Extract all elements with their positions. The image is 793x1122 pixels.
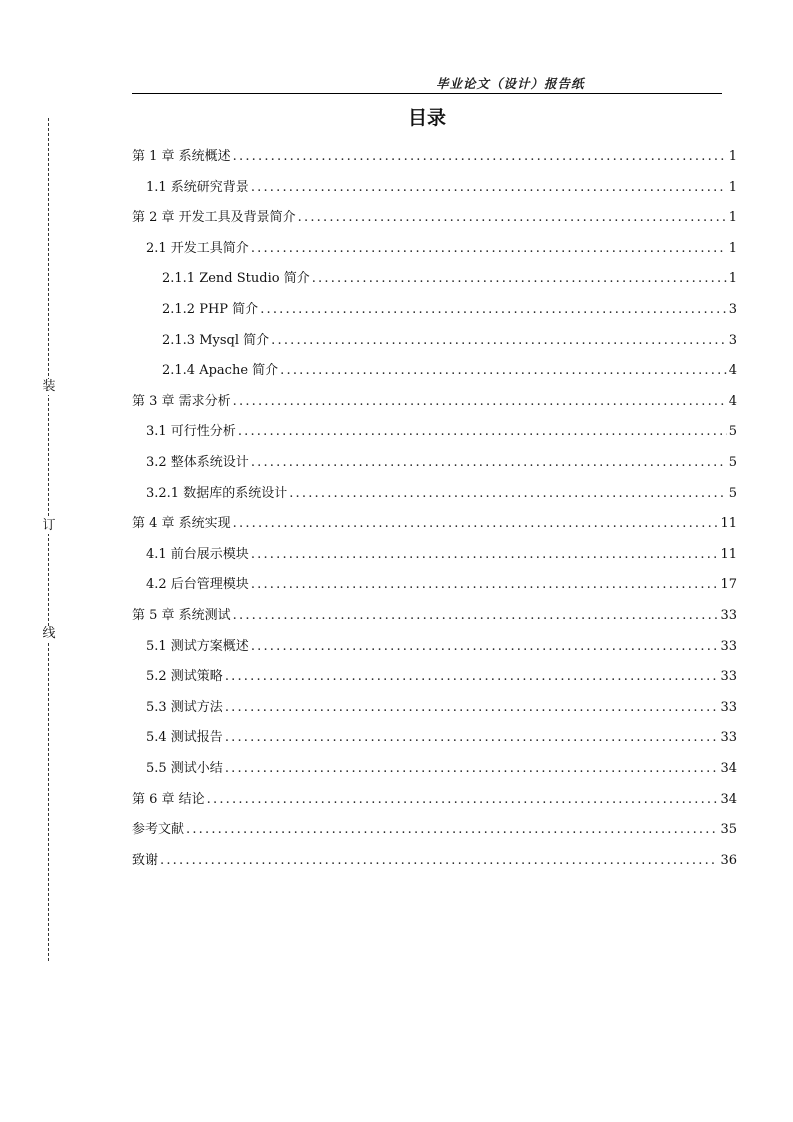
toc-entry[interactable] bbox=[132, 851, 737, 871]
toc-entry-label: 3.2 整体系统设计 bbox=[146, 455, 249, 470]
toc-entry-page: 1 bbox=[728, 241, 737, 256]
toc-entry[interactable] bbox=[132, 514, 737, 534]
toc-dot-leader bbox=[225, 728, 719, 748]
toc-entry[interactable] bbox=[162, 300, 737, 320]
toc-entry-label: 5.3 测试方法 bbox=[146, 700, 223, 715]
toc-entry-page: 11 bbox=[720, 547, 737, 562]
toc-entry-page: 1 bbox=[728, 210, 737, 225]
toc-entry[interactable] bbox=[146, 453, 737, 473]
toc-entry[interactable] bbox=[132, 208, 737, 228]
toc-dot-leader bbox=[225, 698, 719, 718]
toc-entry-label: 第 1 章 系统概述 bbox=[132, 149, 231, 164]
toc-entry-page: 17 bbox=[720, 577, 737, 592]
toc-entry-page: 4 bbox=[728, 394, 737, 409]
toc-entry-label: 第 4 章 系统实现 bbox=[132, 516, 231, 531]
toc-dot-leader bbox=[251, 545, 719, 565]
toc-entry-page: 3 bbox=[728, 302, 737, 317]
toc-entry-label: 2.1.3 Mysql 简介 bbox=[162, 333, 270, 348]
toc-dot-leader bbox=[251, 178, 727, 198]
toc-entry[interactable] bbox=[162, 361, 737, 381]
toc-entry-label: 第 2 章 开发工具及背景简介 bbox=[132, 210, 296, 225]
toc-entry-label: 5.5 测试小结 bbox=[146, 761, 223, 776]
toc-entry-label: 第 5 章 系统测试 bbox=[132, 608, 231, 623]
toc-entry-label: 2.1 开发工具简介 bbox=[146, 241, 249, 256]
toc-entry-page: 34 bbox=[720, 792, 737, 807]
toc-entry-page: 5 bbox=[728, 486, 737, 501]
toc-entry-page: 33 bbox=[720, 608, 737, 623]
binding-char-zhuang: 装 bbox=[42, 379, 56, 394]
binding-char-xian: 线 bbox=[42, 626, 56, 641]
toc-entry-page: 4 bbox=[728, 363, 737, 378]
toc-entry[interactable] bbox=[132, 606, 737, 626]
toc-entry[interactable] bbox=[132, 392, 737, 412]
toc-dot-leader bbox=[251, 575, 719, 595]
toc-dot-leader bbox=[207, 790, 719, 810]
toc-entry[interactable] bbox=[146, 667, 737, 687]
toc-dot-leader bbox=[233, 147, 727, 167]
toc-entry-label: 2.1.1 Zend Studio 简介 bbox=[162, 271, 310, 286]
toc-entry-page: 36 bbox=[720, 853, 737, 868]
binding-char-ding: 订 bbox=[42, 518, 56, 533]
toc-entry-label: 2.1.2 PHP 简介 bbox=[162, 302, 259, 317]
toc-entry[interactable] bbox=[146, 759, 737, 779]
toc-dot-leader bbox=[233, 514, 719, 534]
toc-entry-label: 第 3 章 需求分析 bbox=[132, 394, 231, 409]
toc-dot-leader bbox=[289, 484, 727, 504]
toc-entry[interactable] bbox=[146, 422, 737, 442]
toc-entry-page: 11 bbox=[720, 516, 737, 531]
toc-entry-label: 3.2.1 数据库的系统设计 bbox=[146, 486, 288, 501]
toc-dot-leader bbox=[280, 361, 727, 381]
toc-entry[interactable] bbox=[146, 728, 737, 748]
toc-entry[interactable] bbox=[146, 637, 737, 657]
toc-entry-page: 5 bbox=[728, 424, 737, 439]
toc-entry-page: 33 bbox=[720, 639, 737, 654]
toc-dot-leader bbox=[251, 239, 727, 259]
toc-entry-label: 2.1.4 Apache 简介 bbox=[162, 363, 279, 378]
toc-dot-leader bbox=[271, 331, 727, 351]
toc-entry[interactable] bbox=[146, 239, 737, 259]
toc-entry-label: 第 6 章 结论 bbox=[132, 792, 205, 807]
toc-dot-leader bbox=[298, 208, 727, 228]
toc-entry-page: 1 bbox=[728, 180, 737, 195]
toc-entry-page: 3 bbox=[728, 333, 737, 348]
toc-entry[interactable] bbox=[146, 178, 737, 198]
toc-entry-label: 4.1 前台展示模块 bbox=[146, 547, 249, 562]
toc-entry-page: 34 bbox=[720, 761, 737, 776]
toc-entry-label: 3.1 可行性分析 bbox=[146, 424, 236, 439]
toc-entry-label: 参考文献 bbox=[132, 822, 185, 837]
toc-entry[interactable] bbox=[132, 820, 737, 840]
toc-entry[interactable] bbox=[146, 484, 737, 504]
toc-entry[interactable] bbox=[132, 790, 737, 810]
toc-entry-page: 33 bbox=[720, 669, 737, 684]
toc-dot-leader bbox=[251, 637, 719, 657]
toc-entry-page: 35 bbox=[720, 822, 737, 837]
toc-entry-label: 5.1 测试方案概述 bbox=[146, 639, 249, 654]
toc-entry-label: 5.2 测试策略 bbox=[146, 669, 223, 684]
toc-dot-leader bbox=[251, 453, 727, 473]
header-title: 毕业论文（设计）报告纸 bbox=[436, 76, 585, 91]
toc-entry-page: 33 bbox=[720, 730, 737, 745]
toc-dot-leader bbox=[233, 392, 727, 412]
toc-dot-leader bbox=[238, 422, 727, 442]
toc-entry-page: 33 bbox=[720, 700, 737, 715]
toc-entry[interactable] bbox=[146, 698, 737, 718]
toc-title: 目录 bbox=[407, 107, 446, 129]
toc-entry[interactable] bbox=[162, 269, 737, 289]
toc-entry-label: 4.2 后台管理模块 bbox=[146, 577, 249, 592]
toc-entry-label: 5.4 测试报告 bbox=[146, 730, 223, 745]
toc-entry[interactable] bbox=[162, 331, 737, 351]
toc-entry-page: 1 bbox=[728, 149, 737, 164]
toc-entry-page: 1 bbox=[728, 271, 737, 286]
toc-entry-label: 1.1 系统研究背景 bbox=[146, 180, 249, 195]
toc-dot-leader bbox=[160, 851, 718, 871]
toc-entry[interactable] bbox=[146, 575, 737, 595]
toc-dot-leader bbox=[260, 300, 727, 320]
toc-dot-leader bbox=[225, 667, 719, 687]
toc-dot-leader bbox=[233, 606, 719, 626]
toc-entry[interactable] bbox=[132, 147, 737, 167]
toc-entry-label: 致谢 bbox=[132, 853, 159, 868]
toc-entry-page: 5 bbox=[728, 455, 737, 470]
toc-dot-leader bbox=[225, 759, 719, 779]
toc-dot-leader bbox=[186, 820, 718, 840]
toc-dot-leader bbox=[312, 269, 727, 289]
toc-entry[interactable] bbox=[146, 545, 737, 565]
